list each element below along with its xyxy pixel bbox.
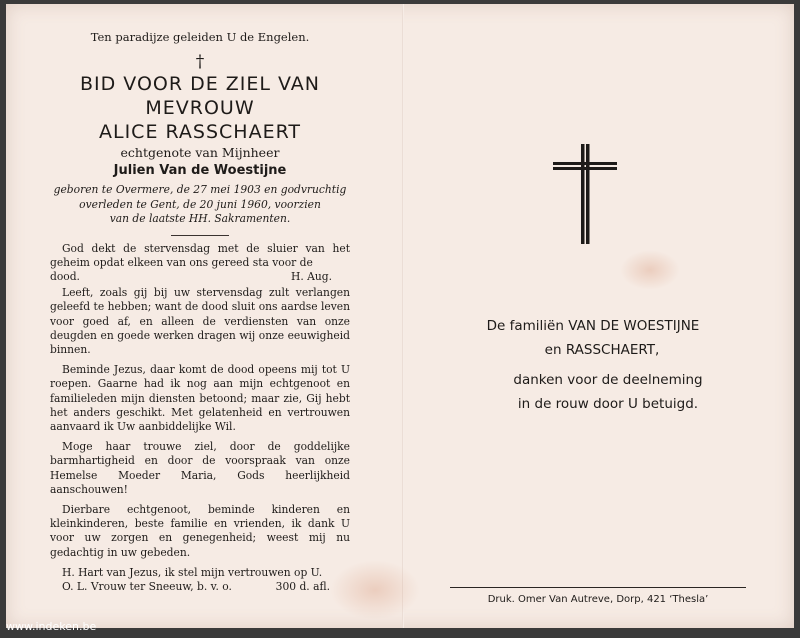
indulgence-days: 300 d. afl. bbox=[275, 579, 330, 593]
site-watermark: www.indeken.be bbox=[6, 620, 97, 633]
prayer-text-end: dood. bbox=[50, 269, 80, 283]
spouse-line: echtgenote van Mijnheer bbox=[120, 145, 280, 160]
prayer-attribution: H. Aug. bbox=[291, 269, 332, 283]
small-cross-icon: † bbox=[195, 52, 205, 72]
acknowledgement-line-2: en RASSCHAERT, bbox=[544, 342, 660, 358]
prayer-text: H. Hart van Jezus, ik stel mijn vertrouwen op U. bbox=[62, 565, 323, 579]
acknowledgement-line-1: De familiën VAN DE WOESTIJNE bbox=[486, 318, 700, 334]
spouse-name: Julien Van de Woestijne bbox=[113, 163, 287, 178]
indulgence-row bbox=[50, 580, 350, 594]
large-cross-icon bbox=[553, 144, 617, 248]
motto: Ten paradijze geleiden U de Engelen. bbox=[90, 30, 310, 44]
acknowledgement-message bbox=[404, 314, 794, 416]
dates-block bbox=[50, 183, 350, 227]
acknowledgement-line-4: in de rouw door U betuigd. bbox=[517, 396, 699, 412]
prayer-paragraph-2: Leeft, zoals gij bij uw stervensdag zult verlangen geleefd te hebben; want de dood sluit ons aardse leven voor goed af, en alleen de verdiensten van onze deugden en goede werken dragen wij onze eeuwigheid binnen. bbox=[50, 286, 350, 356]
heading-line-1: BID VOOR DE ZIEL VAN bbox=[79, 73, 321, 95]
dates-line: geboren te Overmere, de 27 mei 1903 en godvruchtig bbox=[53, 183, 347, 196]
prayer-paragraph-1 bbox=[50, 242, 350, 270]
prayer-paragraph-6 bbox=[50, 566, 350, 580]
acknowledgement-line-3: danken voor de deelneming bbox=[513, 372, 703, 388]
deceased-name: ALICE RASSCHAERT bbox=[98, 121, 302, 143]
age-stain bbox=[620, 250, 680, 290]
prayer-1-ending bbox=[50, 270, 350, 284]
prayer-paragraph-3: Beminde Jezus, daar komt de dood opeens mij tot U roepen. Gaarne had ik nog aan mijn echtgenoot en familieleden mijn diensten betoond; maar zie, Gij hebt het anders geschikt. Met gelatenheid en vertrouwen aanvaard ik Uw aanbiddelijke Wil. bbox=[50, 363, 350, 433]
prayer-paragraph-4: Moge haar trouwe ziel, door de goddelijke barmhartigheid en door de voorspraak van onze Hemelse Moeder Maria, Gods heerlijkheid aanschouwen! bbox=[50, 440, 350, 496]
heading-line-2: MEVROUW bbox=[145, 97, 255, 119]
dates-line: overleden te Gent, de 20 juni 1960, voorzien bbox=[79, 197, 321, 211]
dates-line: van de laatste HH. Sakramenten. bbox=[109, 212, 291, 225]
prayer-text: God dekt de stervensdag met de sluier van het geheim opdat elkeen van ons gereed sta voor de bbox=[50, 241, 350, 269]
prayer-paragraph-5: Dierbare echtgenoot, beminde kinderen en kleinkinderen, beste familie en vrienden, ik dank U voor uw zorgen en genegenheid; weest mij nu gedachtig in uw gebeden. bbox=[50, 502, 350, 559]
separator-line bbox=[171, 235, 229, 236]
left-panel bbox=[50, 24, 350, 594]
printer-imprint: Druk. Omer Van Autreve, Dorp, 421 ‘Thesla’ bbox=[450, 587, 746, 605]
indulgence-text: O. L. Vrouw ter Sneeuw, b. v. o. bbox=[62, 579, 232, 593]
